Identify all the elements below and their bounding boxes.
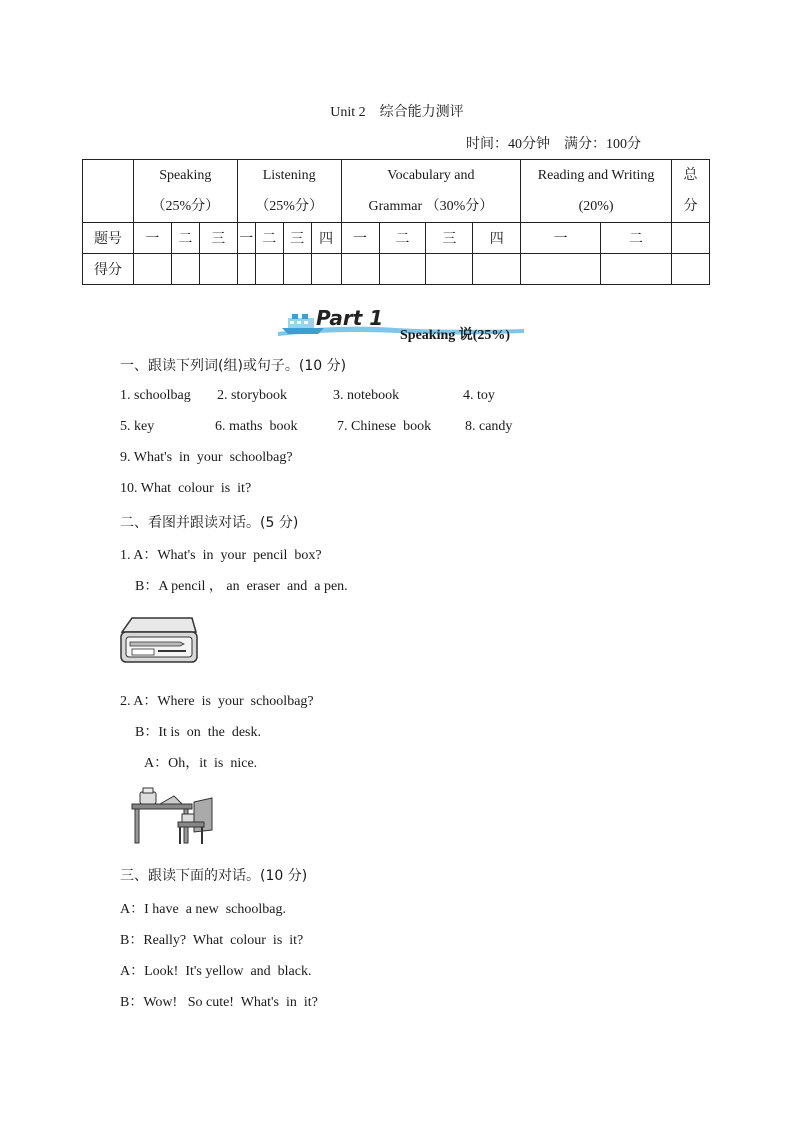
section3-heading: 三、跟读下面的对话。(10 分) — [120, 868, 308, 884]
question-number: 三 — [426, 223, 473, 254]
dialogue-line: B：Really? What colour is it? — [120, 933, 304, 948]
total-number-cell — [671, 223, 709, 254]
dialogue-line: A：Oh，it is nice. — [144, 756, 258, 771]
vocab-item: 3. notebook — [333, 388, 400, 403]
desk-chair-illustration — [130, 786, 216, 846]
question-number: 三 — [199, 223, 237, 254]
dialogue-line: 2. A：Where is your schoolbag? — [120, 694, 314, 709]
question-number: 二 — [171, 223, 199, 254]
score-cell[interactable] — [199, 254, 237, 285]
vocab-item: 4. toy — [463, 388, 495, 403]
score-cell[interactable] — [311, 254, 341, 285]
dialogue-line: B：A pencil ， an eraser and a pen. — [135, 579, 348, 594]
section-header-reading: Reading and Writing (20%) — [521, 160, 672, 223]
section2-heading: 二、看图并跟读对话。(5 分) — [120, 515, 299, 531]
score-cell[interactable] — [341, 254, 379, 285]
part-subtitle: Speaking 说(25%) — [400, 328, 511, 343]
section1-heading: 一、跟读下列词(组)或句子。(10 分) — [120, 358, 347, 374]
vocab-item: 6. maths book — [215, 419, 298, 434]
question-number: 三 — [283, 223, 311, 254]
row-label-score: 得分 — [83, 254, 134, 285]
total-score-cell[interactable] — [671, 254, 709, 285]
score-cell[interactable] — [379, 254, 426, 285]
question-number: 一 — [341, 223, 379, 254]
question-number: 二 — [601, 223, 672, 254]
part-banner-label: Part 1 — [316, 306, 384, 330]
question-number: 二 — [379, 223, 426, 254]
vocab-item: 8. candy — [465, 419, 513, 434]
question-number: 四 — [311, 223, 341, 254]
page-title: Unit 2 综合能力测评 — [330, 105, 464, 120]
score-cell[interactable] — [237, 254, 255, 285]
table-corner-cell — [83, 160, 134, 223]
row-label-question-no: 题号 — [83, 223, 134, 254]
section-header-total: 总 分 — [671, 160, 709, 223]
score-table — [82, 159, 710, 285]
score-cell[interactable] — [473, 254, 521, 285]
question-number: 一 — [133, 223, 171, 254]
section-header-vocabulary: Vocabulary and Grammar （30%分） — [341, 160, 521, 223]
score-cell[interactable] — [601, 254, 672, 285]
time-info: 时间：40分钟 满分：100分 — [466, 137, 641, 152]
vocab-item: 1. schoolbag — [120, 388, 191, 403]
score-cell[interactable] — [255, 254, 283, 285]
section-header-listening: Listening （25%分） — [237, 160, 341, 223]
question-number: 二 — [255, 223, 283, 254]
pencil-box-illustration — [118, 612, 200, 668]
score-cell[interactable] — [426, 254, 473, 285]
score-cell[interactable] — [171, 254, 199, 285]
dialogue-line: B：Wow! So cute! What's in it? — [120, 995, 318, 1010]
sentence-item: 10. What colour is it? — [120, 481, 252, 496]
vocab-item: 7. Chinese book — [337, 419, 432, 434]
question-number: 四 — [473, 223, 521, 254]
section-header-speaking: Speaking （25%分） — [133, 160, 237, 223]
question-number: 一 — [521, 223, 601, 254]
dialogue-line: A：Look! It's yellow and black. — [120, 964, 312, 979]
question-number: 一 — [237, 223, 255, 254]
dialogue-line: B：It is on the desk. — [135, 725, 261, 740]
score-cell[interactable] — [133, 254, 171, 285]
sentence-item: 9. What's in your schoolbag? — [120, 450, 293, 465]
score-cell[interactable] — [283, 254, 311, 285]
dialogue-line: A：I have a new schoolbag. — [120, 902, 287, 917]
dialogue-line: 1. A：What's in your pencil box? — [120, 548, 322, 563]
vocab-item: 5. key — [120, 419, 155, 434]
vocab-item: 2. storybook — [217, 388, 287, 403]
score-cell[interactable] — [521, 254, 601, 285]
